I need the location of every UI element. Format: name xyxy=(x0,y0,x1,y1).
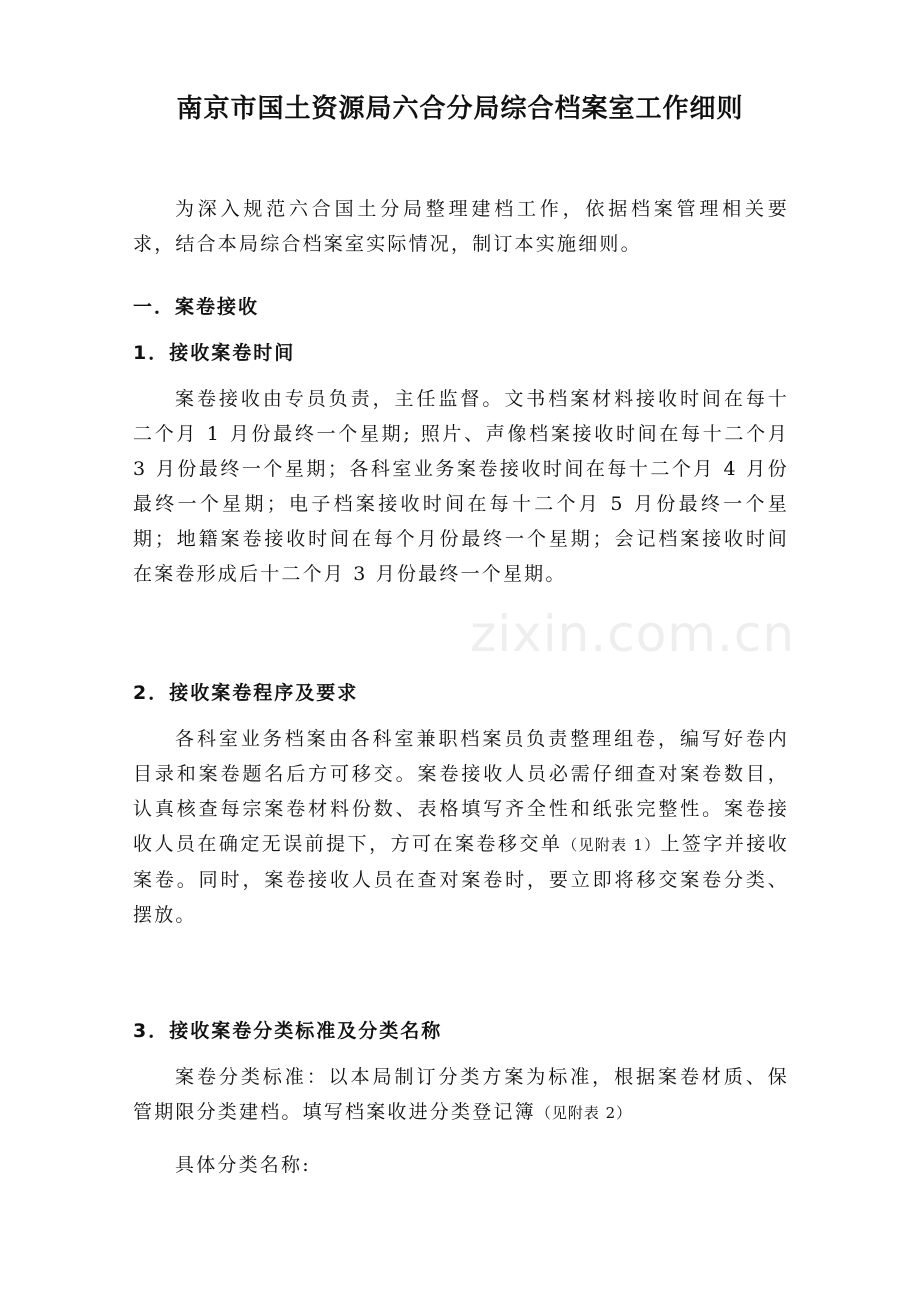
appendix-note: （见附表 1） xyxy=(562,836,661,854)
paragraph-text: 案卷分类标准：以本局制订分类方案为标准，根据案卷材质、保管期限分类建档。填写档案收进分类登记簿 xyxy=(133,1066,789,1123)
section-heading-1: 一．案卷接收 xyxy=(133,296,260,318)
subsection-heading-3: 3．接收案卷分类标准及分类名称 xyxy=(133,1020,443,1042)
receive-procedure-paragraph xyxy=(133,722,789,933)
classification-names-label: 具体分类名称: xyxy=(175,1154,311,1176)
appendix-note: （见附表 2） xyxy=(535,1104,633,1122)
paragraph-text: 上签字并接收案卷。同时，案卷接收人员在查对案卷时，要立即将移交案卷分类、摆放。 xyxy=(133,833,789,926)
paragraph-text: 各科室业务档案由各科室兼职档案员负责整理组卷，编写好卷内目录和案卷题名后方可移交。案卷接收人员必需仔细查对案卷数目，认真核查每宗案卷材料份数、表格填写齐全性和纸张完整性。案卷接收人员在确定无误前提下，方可在案卷移交单 xyxy=(133,728,789,855)
intro-paragraph: 为深入规范六合国土分局整理建档工作，依据档案管理相关要求，结合本局综合档案室实际情况，制订本实施细则。 xyxy=(133,198,789,255)
subsection-heading-2: 2．接收案卷程序及要求 xyxy=(133,682,359,704)
document-title: 南京市国土资源局六合分局综合档案室工作细则 xyxy=(176,94,744,124)
subsection-heading-1: 1．接收案卷时间 xyxy=(133,342,296,364)
receive-time-paragraph: 案卷接收由专员负责，主任监督。文书档案材料接收时间在每十二个月 1 月份最终一个星期; 照片、声像档案接收时间在每十二个月 3 月份最终一个星期；各科室业务案卷接收时间在每十二个月 4 月份最终一个星期；电子档案接收时间在每十二个月 5 月份最终一个星期；地籍案卷接收时间在每个月份最终一个星期；会记档案接收时间在案卷形成后十二个月 3 月份最终一个星期。 xyxy=(133,388,789,585)
classification-paragraph xyxy=(133,1060,789,1131)
watermark: zixin.com.cn xyxy=(470,605,796,663)
